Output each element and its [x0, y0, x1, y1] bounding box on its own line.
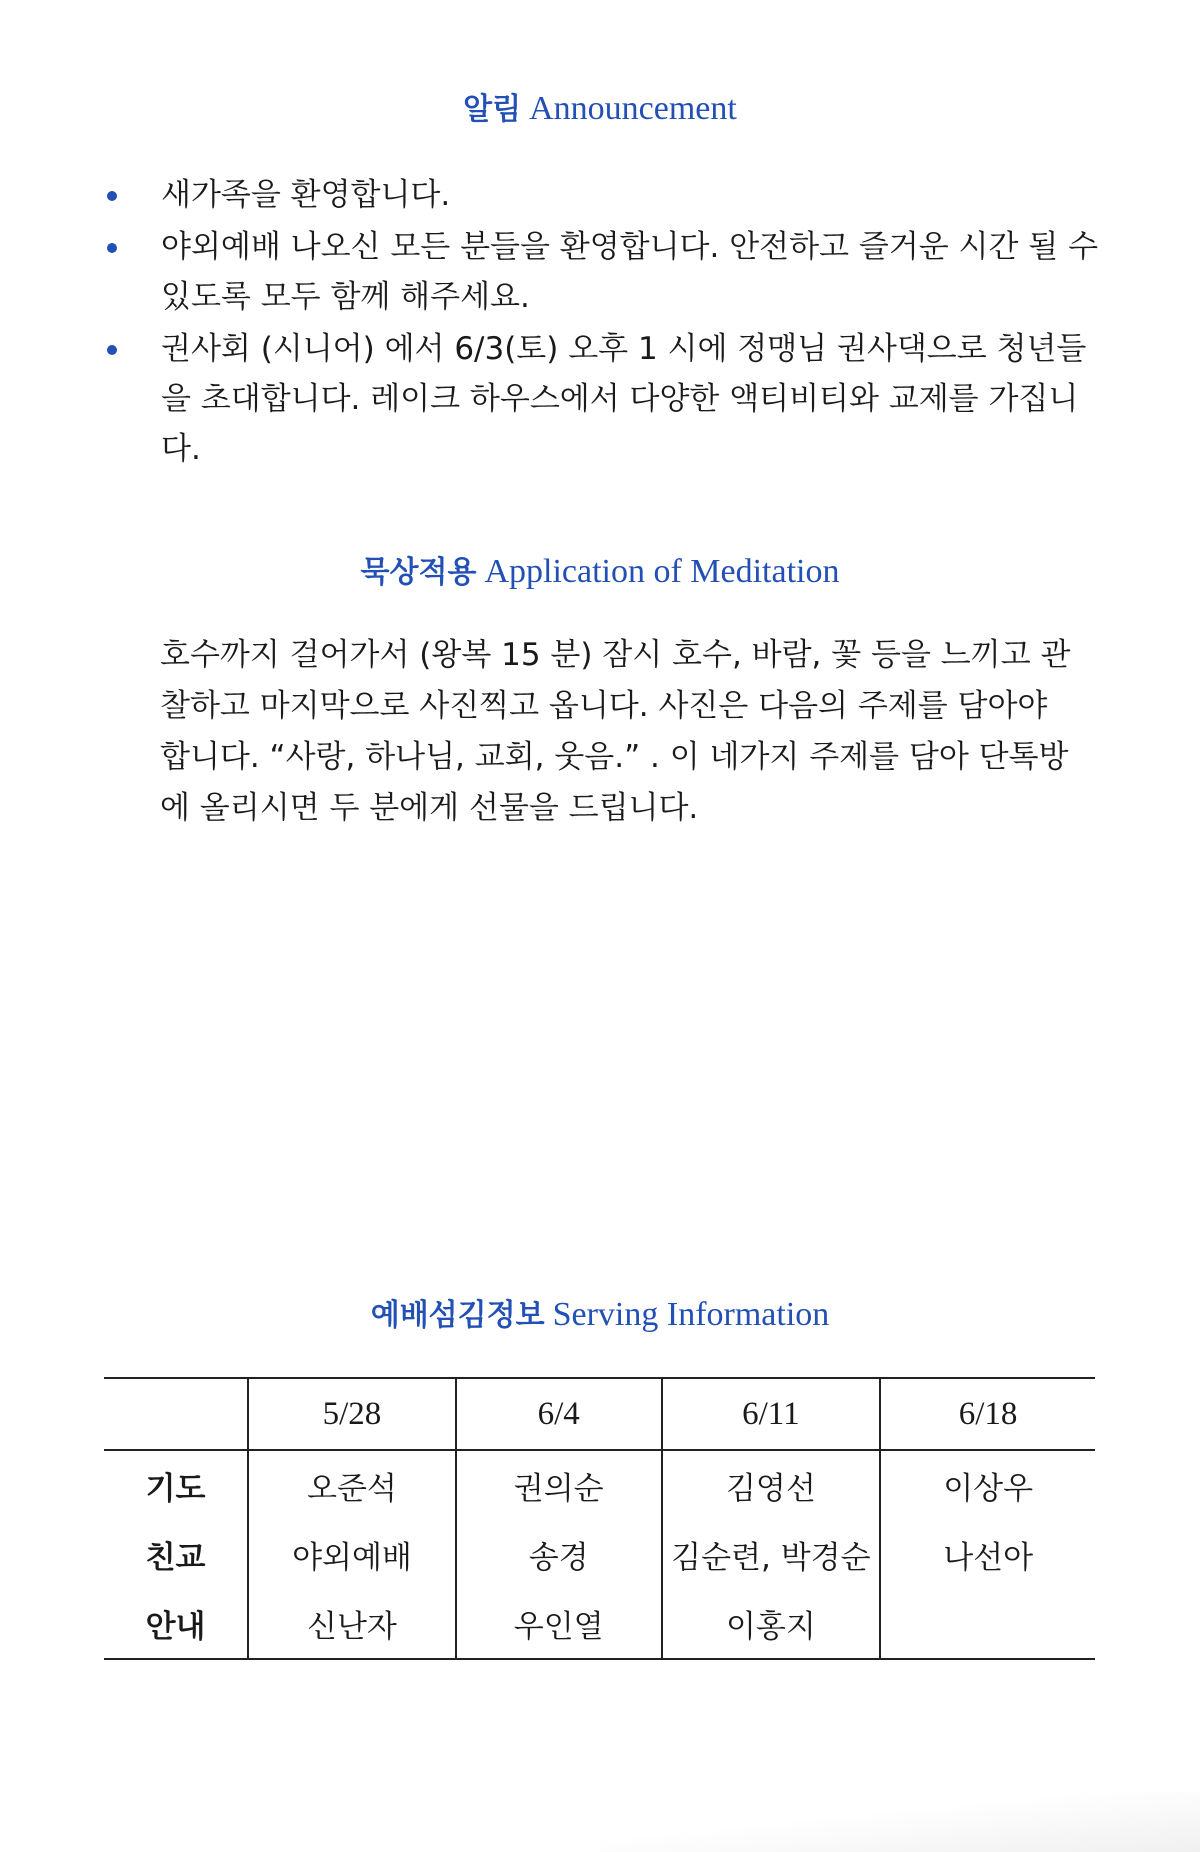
announcement-title [0, 88, 1200, 130]
serving-header-row [104, 1378, 1095, 1450]
announcement-item-text: 야외예배 나오신 모든 분들을 환영합니다. 안전하고 즐거운 시간 될 수 있도록 모두 함께 해주세요. [161, 229, 1099, 315]
serving-cell: 신난자 [248, 1589, 456, 1659]
serving-corner-cell [104, 1378, 248, 1450]
serving-cell: 우인열 [456, 1589, 662, 1659]
meditation-title [0, 551, 1200, 593]
announcement-item [105, 324, 1105, 474]
serving-cell: 오준석 [248, 1450, 456, 1520]
serving-cell: 나선아 [880, 1520, 1095, 1589]
serving-date-header: 6/11 [662, 1378, 881, 1450]
serving-title-en: Serving Information [552, 1296, 830, 1333]
serving-title [0, 1294, 1200, 1336]
serving-cell: 야외예배 [248, 1520, 456, 1589]
serving-cell: 권의순 [456, 1450, 662, 1520]
serving-cell: 김영선 [662, 1450, 881, 1520]
serving-cell: 김순련, 박경순 [662, 1520, 881, 1589]
serving-row-label: 안내 [145, 1609, 206, 1645]
serving-cell [880, 1589, 1095, 1659]
announcement-item-text: 권사회 (시니어) 에서 6/3(토) 오후 1 시에 정맹님 권사댁으로 청년들을 초대합니다. 레이크 하우스에서 다양한 액티비티와 교제를 가집니다. [161, 331, 1087, 467]
meditation-title-en: Application of Meditation [484, 553, 840, 590]
serving-date-header: 5/28 [248, 1378, 456, 1450]
table-row [104, 1450, 1095, 1520]
announcement-item [105, 170, 1105, 220]
serving-row-label: 기도 [145, 1471, 206, 1507]
serving-date-header: 6/4 [456, 1378, 662, 1450]
announcement-title-ko: 알림 [463, 92, 522, 127]
meditation-text: 호수까지 걸어가서 (왕복 15 분) 잠시 호수, 바람, 꽃 등을 느끼고 관찰하고 마지막으로 사진찍고 옵니다. 사진은 다음의 주제를 담아야 합니다. “사랑, 하나님, 교회, 웃음.” . 이 네가지 주제를 담아 단톡방에 올리시면 두 분에게 선물을 드립니다. [160, 637, 1071, 826]
serving-cell: 이상우 [880, 1450, 1095, 1520]
table-row [104, 1589, 1095, 1659]
table-row [104, 1520, 1095, 1589]
bullet-dot-icon [107, 345, 117, 355]
announcement-list [105, 170, 1105, 476]
serving-cell: 이홍지 [662, 1589, 881, 1659]
page-corner-shadow [600, 1792, 1200, 1852]
announcement-title-en: Announcement [529, 90, 737, 127]
serving-table [104, 1377, 1095, 1660]
bullet-dot-icon [107, 191, 117, 201]
meditation-title-ko: 묵상적용 [360, 555, 477, 590]
announcement-item [105, 222, 1105, 322]
bullet-dot-icon [107, 243, 117, 253]
serving-row-label: 친교 [145, 1540, 206, 1576]
serving-date-header: 6/18 [880, 1378, 1095, 1450]
serving-title-ko: 예배섬김정보 [370, 1298, 545, 1333]
announcement-item-text: 새가족을 환영합니다. [161, 177, 451, 213]
serving-cell: 송경 [456, 1520, 662, 1589]
